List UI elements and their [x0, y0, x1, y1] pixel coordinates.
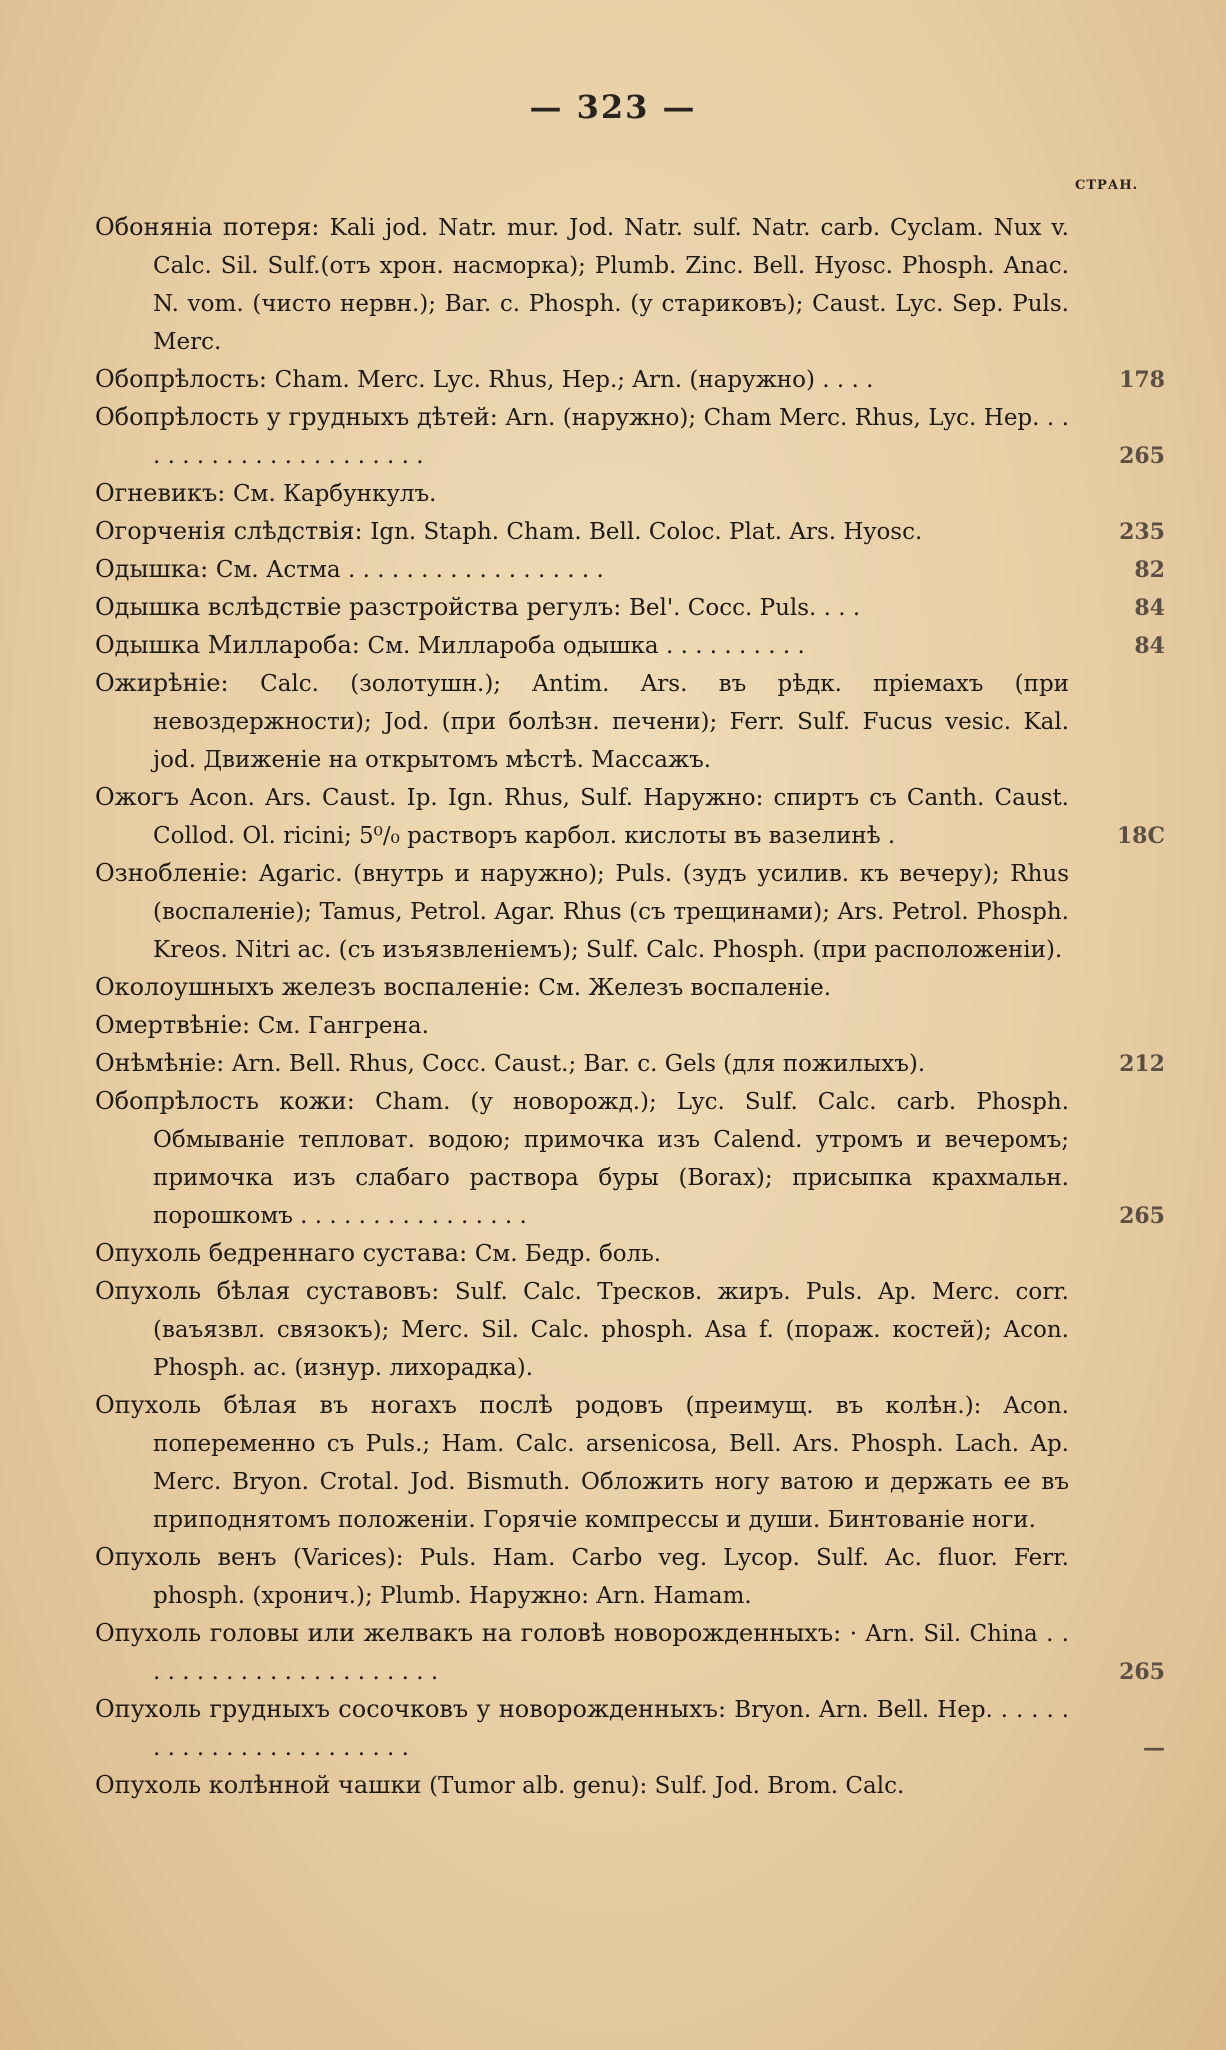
- entry-page-ref: 212: [1119, 1051, 1165, 1077]
- entry-text: Cham. (у новорожд.); Lyc. Sulf. Calc. carb. Phosph. Обмываніе тепловат. водою; примочка изъ Calend. утромъ и вечеромъ; примочка изъ слабаго раствора буры (Borax); присыпка крахмальн. порошкомъ . . . . . . . . . . . . . . . .: [153, 1089, 1070, 1229]
- entry-text: · Arn. Sil. China . . . . . . . . . . . . . . . . . . . . . .: [153, 1621, 1069, 1685]
- index-entry: [95, 855, 1165, 969]
- page-column-header: СТРАН.: [1075, 178, 1139, 193]
- entry-term: Опухоль бѣлая въ ногахъ послѣ родовъ: [95, 1391, 664, 1419]
- index-entry: [95, 1691, 1165, 1767]
- entry-page-ref: 265: [1119, 1659, 1165, 1685]
- index-entry: [95, 475, 1165, 513]
- index-entry: [95, 665, 1165, 779]
- entry-term: Опухоль бедреннаго сустава:: [95, 1239, 468, 1267]
- index-entry: [95, 779, 1165, 855]
- entry-text: Bryon. Arn. Bell. Hep. . . . . . . . . . . . . . . . . . . . . . . .: [153, 1697, 1069, 1761]
- entry-text: Sulf. Calc. Тресков. жиръ. Puls. Ap. Merc. corr. (ваъязвл. связокъ); Merc. Sil. Calc. phosph. Asa f. (пораж. костей); Acon. Phosph. ac. (изнур. лихорадка).: [153, 1279, 1069, 1381]
- index-entry: [95, 1083, 1165, 1235]
- entry-text: (преимущ. въ колѣн.): Acon. попеременно съ Puls.; Ham. Calc. arsenicosa, Bell. Ars. Phosph. Lach. Ap. Merc. Bryon. Crotal. Jod. Bismuth. Обложить ногу ватою и держать ее въ приподнятомъ положеніи. Горячіе компрессы и души. Бинтованіе ноги.: [153, 1393, 1069, 1533]
- entry-term: Одышка вслѣдствіе разстройства регулъ:: [95, 593, 622, 621]
- entry-term: Ожирѣніе:: [95, 669, 229, 697]
- entry-text: Cham. Merc. Lyc. Rhus, Hep.; Arn. (наружно) . . . .: [274, 367, 874, 393]
- entry-page-ref: 265: [1119, 1203, 1165, 1229]
- entry-term: Опухоль колѣнной чашки: [95, 1771, 422, 1799]
- entry-page-ref: 84: [1134, 595, 1165, 621]
- index-entry: [95, 513, 1165, 551]
- entry-term: Опухоль головы или желвакъ на головѣ новорожденныхъ:: [95, 1619, 842, 1647]
- entry-term: Опухоль грудныхъ сосочковъ у новорожденныхъ:: [95, 1695, 727, 1723]
- entry-term: Ознобленіе:: [95, 859, 249, 887]
- page-number: — 323 —: [529, 88, 697, 126]
- entry-term: Обоняніа потеря:: [95, 213, 320, 241]
- entry-page-ref: 265: [1119, 443, 1165, 469]
- index-entry: [95, 969, 1165, 1007]
- entry-text: Kali jod. Natr. mur. Jod. Natr. sulf. Natr. carb. Cyclam. Nux v. Calc. Sil. Sulf.(отъ хрон. насморка); Plumb. Zinc. Bell. Hyosc. Phosph. Anac. N. vom. (чисто нервн.); Bar. c. Phosph. (у стариковъ); Caust. Lyc. Sep. Puls. Merc.: [153, 215, 1069, 355]
- entry-text: Arn. Bell. Rhus, Cocc. Caust.; Bar. c. Gels (для пожилыхъ).: [231, 1051, 926, 1077]
- entry-term: Онѣмѣніе:: [95, 1049, 225, 1077]
- index-entry: [95, 1045, 1165, 1083]
- entry-page-ref: 18С: [1116, 823, 1165, 849]
- index-entry: [95, 627, 1165, 665]
- entry-text: Agaric. (внутрь и наружно); Puls. (зудъ усилив. къ вечеру); Rhus (воспаленіе); Tamus, Petrol. Agar. Rhus (съ трещинами); Ars. Petrol. Phosph. Kreos. Nitri ac. (съ изъязвленіемъ); Sulf. Calc. Phosph. (при расположеніи).: [153, 861, 1070, 963]
- index-entry: [95, 1767, 1165, 1805]
- entry-term: Ожогъ: [95, 783, 180, 811]
- index-entry: [95, 551, 1165, 589]
- index-entry: [95, 1539, 1165, 1615]
- entry-term: Обопрѣлость кожи:: [95, 1087, 355, 1115]
- index-entry: [95, 589, 1165, 627]
- index-entry: [95, 399, 1165, 475]
- entry-term: Огневикъ:: [95, 479, 226, 507]
- entry-text: См. Бедр. боль.: [474, 1241, 662, 1267]
- entry-text: См. Карбункулъ.: [232, 481, 437, 507]
- entry-text: (Varices): Puls. Ham. Carbo veg. Lycop. Sulf. Ac. fluor. Ferr. phosph. (хронич.); Plumb. Наружно: Arn. Hamam.: [153, 1545, 1069, 1609]
- entry-text: См. Астма . . . . . . . . . . . . . . . . . .: [215, 557, 604, 583]
- entry-text: (Tumor alb. genu): Sulf. Jod. Brom. Calc.: [429, 1773, 905, 1799]
- index-entry: [95, 1007, 1165, 1045]
- entry-text: См. Гангрена.: [257, 1013, 429, 1039]
- entry-term: Одышка:: [95, 555, 209, 583]
- entry-text: См. Миллароба одышка . . . . . . . . . .: [367, 633, 805, 659]
- entry-text: Arn. (наружно); Cham Merc. Rhus, Lyc. Hep. . . . . . . . . . . . . . . . . . . . . .: [153, 405, 1069, 469]
- entry-page-ref: 82: [1134, 557, 1165, 583]
- entry-text: Ign. Staph. Cham. Bell. Coloc. Plat. Ars. Hyosc.: [370, 519, 923, 545]
- index-entries: [95, 209, 1165, 1805]
- index-entry: [95, 1387, 1165, 1539]
- index-entry: [95, 209, 1165, 361]
- entry-term: Опухоль бѣлая суставовъ:: [95, 1277, 440, 1305]
- entry-text: См. Железъ воспаленіе.: [538, 975, 832, 1001]
- entry-page-ref: 84: [1134, 633, 1165, 659]
- index-entry: [95, 1235, 1165, 1273]
- entry-page-ref: 178: [1119, 367, 1165, 393]
- entry-text: Calc. (золотушн.); Antim. Ars. въ рѣдк. пріемахъ (при невоздержности); Jod. (при болѣзн. печени); Ferr. Sulf. Fucus vesic. Kal. jod. Движеніе на открытомъ мѣстѣ. Массажъ.: [153, 671, 1070, 773]
- entry-text: Bel'. Cocc. Puls. . . .: [628, 595, 861, 621]
- entry-text: Acon. Ars. Caust. Ip. Ign. Rhus, Sulf. Наружно: спиртъ съ Canth. Caust. Collod. Ol. ricini; 5⁰/₀ растворъ карбол. кислоты въ вазелинѣ .: [153, 785, 1069, 849]
- entry-term: Одышка Миллароба:: [95, 631, 360, 659]
- entry-term: Околоушныхъ железъ воспаленіе:: [95, 973, 531, 1001]
- entry-page-ref: 235: [1119, 519, 1165, 545]
- index-entry: [95, 361, 1165, 399]
- entry-page-ref: —: [1143, 1735, 1165, 1761]
- index-entry: [95, 1615, 1165, 1691]
- entry-term: Обопрѣлость:: [95, 365, 267, 393]
- entry-term: Омертвѣніе:: [95, 1011, 251, 1039]
- entry-term: Опухоль венъ: [95, 1543, 277, 1571]
- entry-term: Обопрѣлость у грудныхъ дѣтей:: [95, 403, 498, 431]
- index-entry: [95, 1273, 1165, 1387]
- entry-term: Огорченія слѣдствія:: [95, 517, 363, 545]
